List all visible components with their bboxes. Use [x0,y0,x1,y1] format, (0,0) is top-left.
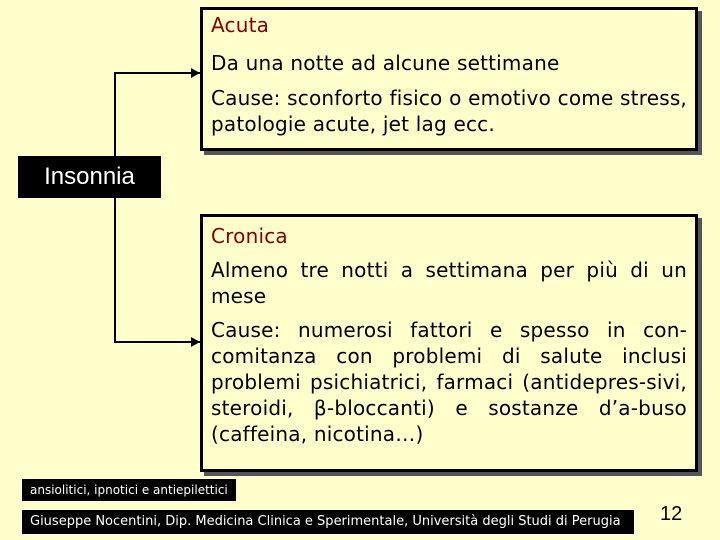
drugs-tag: ansiolitici, ipnotici e antiepilettici [22,479,236,501]
cronica-duration: Almeno tre notti a settimana per più di un mese [211,258,687,308]
footer-credits: Giuseppe Nocentini, Dip. Medicina Clinica e Sperimentale, Università degli Studi di Perugia [22,510,634,534]
cronica-title: Cronica [211,224,288,248]
page-number: 12 [660,503,683,525]
arrowhead-cronica [191,337,200,347]
acuta-title: Acuta [211,13,270,37]
acuta-box [200,7,698,151]
cronica-box [200,214,698,472]
insonnia-label: Insonnia [18,156,161,198]
acuta-causes: Cause: sconforto fisico o emotivo come stress, patologie acute, jet lag ecc. [211,86,687,136]
connector-to-acuta [115,73,200,156]
acuta-duration: Da una notte ad alcune settimane [211,51,560,75]
cronica-causes: Cause: numerosi fattori e spesso in con-comitanza con problemi di salute inclusi problemi psichiatrici, farmaci (antidepres-sivi, steroidi, β-bloccanti) e sostanze d’a-buso (caffeina, nicotina…) [211,318,687,446]
connector-to-cronica [115,198,200,342]
arrowhead-acuta [191,68,200,78]
